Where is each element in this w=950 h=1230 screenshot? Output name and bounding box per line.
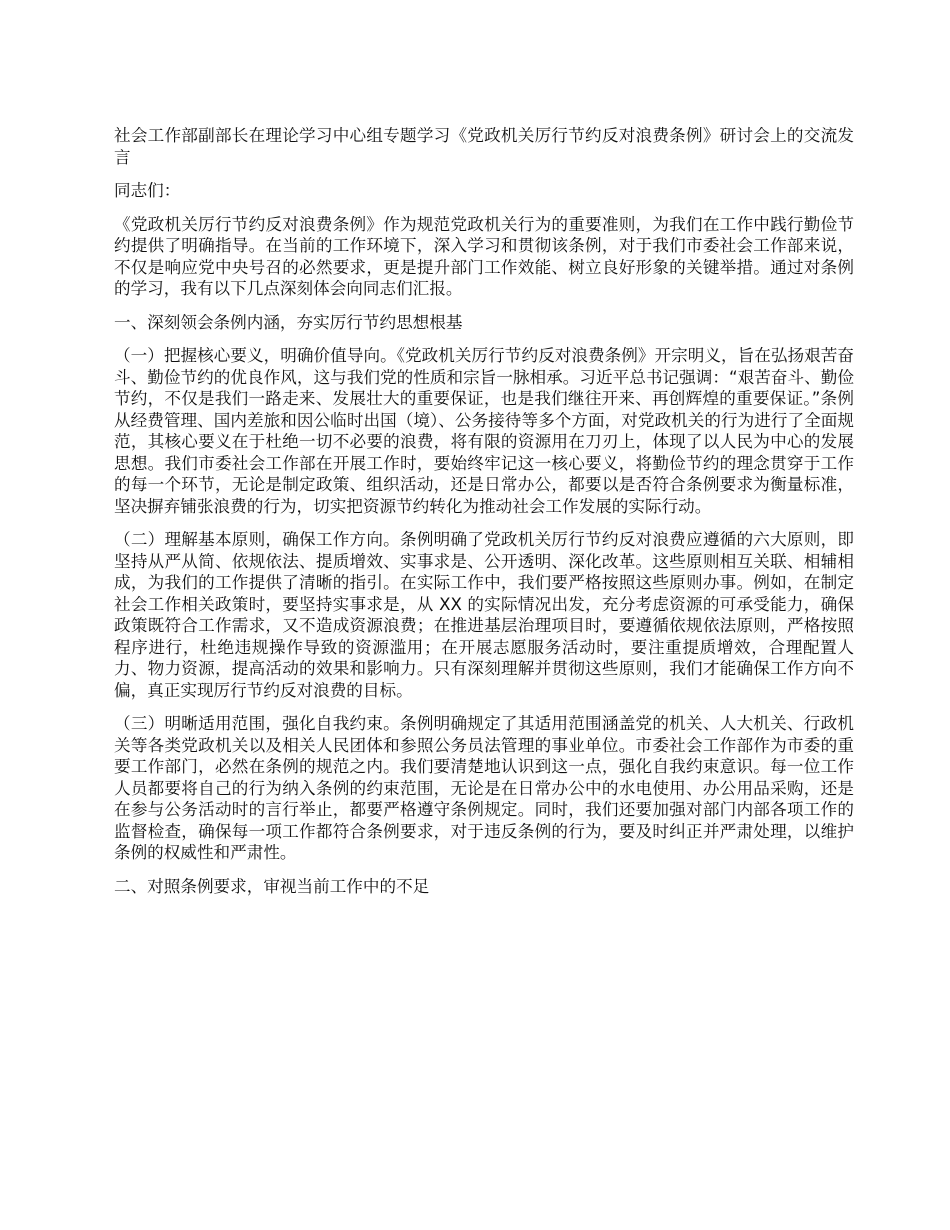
paragraph-scope: （三）明晰适用范围，强化自我约束。条例明确规定了其适用范围涵盖党的机关、人大机关、行政机关等各类党政机关以及相关人民团体和参照公务员法管理的事业单位。市委社会工作部作为市委的重要工作部门，必然在条例的规范之内。我们要清楚地认识到这一点，强化自我约束意识。每一位工作人员都要将自己的行为纳入条例的约束范围，无论是在日常办公中的水电使用、办公用品采购，还是在参与公务活动时的言行举止，都要严格遵守条例规定。同时，我们还要加强对部门内部各项工作的监督检查，确保每一项工作都符合条例要求，对于违反条例的行为，要及时纠正并严肃处理，以维护条例的权威性和严肃性。 [114,714,854,862]
salutation: 同志们： [114,181,181,200]
paragraph-basic-principles: （二）理解基本原则，确保工作方向。条例明确了党政机关厉行节约反对浪费应遵循的六大原则，即坚持从严从简、依规依法、提质增效、实事求是、公开透明、深化改革。这些原则相互关联、相辅相成，为我们的工作提供了清晰的指引。在实际工作中，我们要严格按照这些原则办事。例如，在制定社会工作相关政策时，要坚持实事求是，从 XX 的实际情况出发，充分考虑资源的可承受能力，确保政策既符合工作需求，又不造成资源浪费；在推进基层治理项目时，要遵循依规依法原则，严格按照程序进行，杜绝违规操作导致的资源滥用；在开展志愿服务活动时，要注重提质增效，合理配置人力、物力资源，提高活动的效果和影响力。只有深刻理解并贯彻这些原则，我们才能确保工作方向不偏，真正实现厉行节约反对浪费的目标。 [114,530,854,700]
paragraph-core-essence: （一）把握核心要义，明确价值导向。《党政机关厉行节约反对浪费条例》开宗明义，旨在弘扬艰苦奋斗、勤俭节约的优良作风，这与我们党的性质和宗旨一脉相承。习近平总书记强调：“艰苦奋斗、勤俭节约，不仅是我们一路走来、发展壮大的重要保证，也是我们继往开来、再创辉煌的重要保证。”条例从经费管理、国内差旅和因公临时出国（境）、公务接待等多个方面，对党政机关的行为进行了全面规范，其核心要义在于杜绝一切不必要的浪费，将有限的资源用在刀刃上，体现了以人民为中心的发展思想。我们市委社会工作部在开展工作时，要始终牢记这一核心要义，将勤俭节约的理念贯穿于工作的每一个环节，无论是制定政策、组织活动，还是日常办公，都要以是否符合条例要求为衡量标准，坚决摒弃铺张浪费的行为，切实把资源节约转化为推动社会工作发展的实际行动。 [114,346,854,516]
intro-paragraph: 《党政机关厉行节约反对浪费条例》作为规范党政机关行为的重要准则，为我们在工作中践行勤俭节约提供了明确指导。在当前的工作环境下，深入学习和贯彻该条例，对于我们市委社会工作部来说，不仅是响应党中央号召的必然要求，更是提升部门工作效能、树立良好形象的关键举措。通过对条例的学习，我有以下几点深刻体会向同志们汇报。 [114,214,854,298]
section-heading-1: 一、深刻领会条例内涵，夯实厉行节约思想根基 [114,312,463,332]
document-body [114,125,854,909]
document-title: 社会工作部副部长在理论学习中心组专题学习《党政机关厉行节约反对浪费条例》研讨会上的交流发言 [114,126,854,167]
section-heading-2: 二、对照条例要求，审视当前工作中的不足 [114,876,430,896]
